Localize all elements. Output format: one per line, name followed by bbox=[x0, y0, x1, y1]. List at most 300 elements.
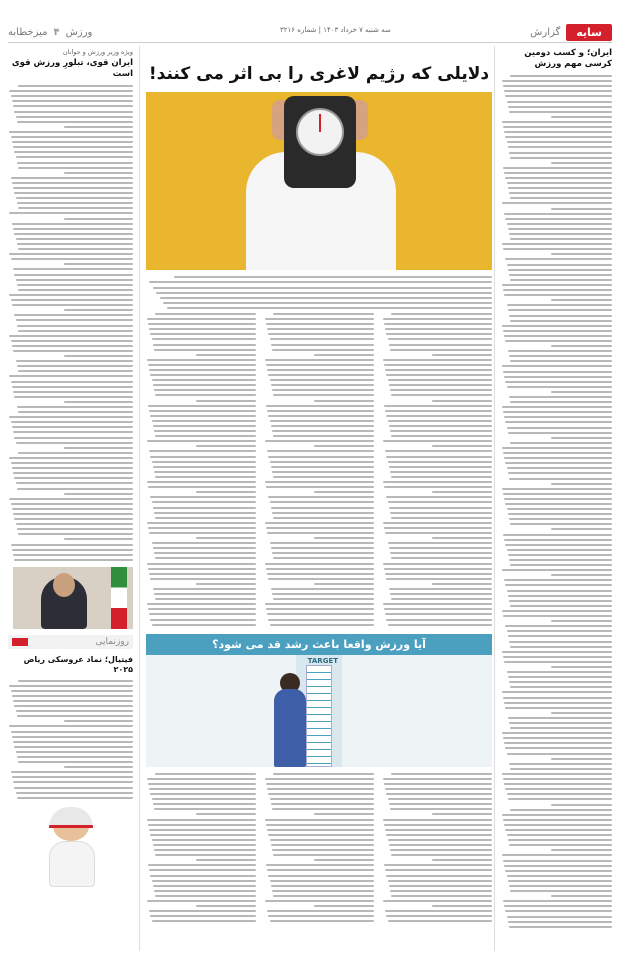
text-line bbox=[391, 773, 492, 775]
text-line bbox=[551, 804, 612, 806]
text-line bbox=[154, 808, 256, 810]
text-line bbox=[167, 307, 492, 309]
text-line bbox=[14, 746, 133, 748]
text-line bbox=[386, 374, 492, 376]
text-line bbox=[385, 613, 492, 615]
text-line bbox=[273, 557, 374, 559]
text-line bbox=[155, 854, 256, 856]
text-line bbox=[507, 834, 612, 836]
second-column-3 bbox=[146, 773, 256, 923]
text-line bbox=[386, 578, 492, 580]
text-line bbox=[509, 885, 612, 887]
text-line bbox=[502, 488, 612, 490]
text-line bbox=[385, 829, 492, 831]
text-line bbox=[505, 95, 612, 97]
text-line bbox=[510, 75, 612, 77]
text-line bbox=[384, 568, 492, 570]
text-line bbox=[152, 920, 257, 922]
text-line bbox=[9, 212, 133, 214]
mascot-illustration bbox=[41, 807, 101, 887]
text-line bbox=[9, 416, 133, 418]
text-line bbox=[64, 401, 133, 403]
text-line bbox=[14, 192, 133, 194]
text-line bbox=[314, 354, 375, 356]
text-line bbox=[384, 323, 492, 325]
text-line bbox=[155, 773, 256, 775]
text-line bbox=[266, 323, 374, 325]
text-line bbox=[148, 783, 256, 785]
text-line bbox=[391, 517, 492, 519]
text-line bbox=[16, 360, 134, 362]
text-line bbox=[389, 547, 492, 549]
text-line bbox=[14, 274, 133, 276]
text-line bbox=[551, 162, 612, 164]
text-line bbox=[148, 364, 256, 366]
article-column-1 bbox=[382, 313, 492, 626]
text-line bbox=[11, 771, 134, 773]
text-line bbox=[268, 496, 374, 498]
text-line bbox=[504, 579, 612, 581]
text-line bbox=[386, 793, 492, 795]
text-line bbox=[504, 539, 612, 541]
text-line bbox=[510, 727, 612, 729]
text-line bbox=[508, 635, 612, 637]
text-line bbox=[9, 90, 133, 92]
text-line bbox=[267, 573, 374, 575]
text-line bbox=[503, 737, 612, 739]
text-line bbox=[386, 875, 492, 877]
text-line bbox=[273, 895, 374, 897]
text-line bbox=[155, 517, 256, 519]
text-line bbox=[11, 421, 134, 423]
text-line bbox=[271, 844, 374, 846]
text-line bbox=[510, 320, 612, 322]
text-line bbox=[314, 491, 375, 493]
text-line bbox=[391, 394, 492, 396]
text-line bbox=[505, 421, 612, 423]
text-line bbox=[13, 268, 133, 270]
text-line bbox=[155, 895, 256, 897]
text-line bbox=[390, 349, 492, 351]
text-line bbox=[16, 751, 134, 753]
text-line bbox=[432, 400, 493, 402]
text-line bbox=[388, 379, 493, 381]
text-line bbox=[9, 253, 133, 255]
text-line bbox=[390, 593, 492, 595]
text-line bbox=[18, 452, 133, 454]
text-line bbox=[508, 676, 612, 678]
text-line bbox=[386, 456, 492, 458]
text-line bbox=[64, 309, 133, 311]
text-line bbox=[18, 761, 133, 763]
text-line bbox=[152, 501, 257, 503]
text-line bbox=[265, 563, 374, 565]
text-line bbox=[551, 345, 612, 347]
text-line bbox=[266, 783, 374, 785]
text-line bbox=[266, 568, 374, 570]
minister-photo bbox=[13, 567, 133, 629]
right-article-title[interactable]: ایران؛ و کسب دومین کرسی مهم ورزش bbox=[524, 48, 612, 70]
text-line bbox=[268, 333, 374, 335]
text-line bbox=[12, 549, 133, 551]
masthead-left bbox=[8, 27, 92, 38]
text-line bbox=[502, 80, 612, 82]
text-line bbox=[11, 381, 134, 383]
text-line bbox=[155, 557, 256, 559]
text-line bbox=[551, 849, 612, 851]
text-line bbox=[504, 702, 612, 704]
text-line bbox=[266, 364, 374, 366]
text-line bbox=[503, 860, 612, 862]
text-line bbox=[551, 620, 612, 622]
text-line bbox=[388, 839, 493, 841]
text-line bbox=[505, 747, 612, 749]
text-line bbox=[18, 680, 133, 682]
page-number: ۴ bbox=[53, 26, 60, 38]
text-line bbox=[9, 375, 133, 377]
text-line bbox=[13, 105, 133, 107]
text-line bbox=[271, 547, 374, 549]
text-line bbox=[508, 228, 612, 230]
text-line bbox=[502, 202, 612, 204]
text-line bbox=[265, 522, 374, 524]
text-line bbox=[391, 476, 492, 478]
text-line bbox=[17, 715, 133, 717]
iran-flag-icon bbox=[111, 567, 127, 629]
text-line bbox=[270, 338, 375, 340]
text-line bbox=[384, 405, 492, 407]
text-line bbox=[509, 600, 612, 602]
text-line bbox=[268, 415, 374, 417]
text-line bbox=[388, 920, 493, 922]
text-line bbox=[509, 681, 612, 683]
text-line bbox=[272, 430, 374, 432]
text-line bbox=[272, 349, 374, 351]
text-line bbox=[196, 859, 257, 861]
text-line bbox=[147, 440, 256, 442]
text-line bbox=[509, 559, 612, 561]
text-line bbox=[64, 447, 133, 449]
text-line bbox=[508, 880, 612, 882]
text-line bbox=[270, 920, 375, 922]
text-line bbox=[273, 773, 374, 775]
text-line bbox=[507, 467, 612, 469]
text-line bbox=[154, 849, 256, 851]
text-line bbox=[16, 197, 134, 199]
text-line bbox=[271, 466, 374, 468]
text-line bbox=[9, 457, 133, 459]
text-line bbox=[148, 824, 256, 826]
text-line bbox=[508, 798, 612, 800]
mascot-body bbox=[49, 841, 95, 887]
text-line bbox=[388, 542, 493, 544]
text-line bbox=[510, 401, 612, 403]
hero-image bbox=[146, 92, 492, 270]
text-line bbox=[150, 915, 256, 917]
text-line bbox=[314, 813, 375, 815]
text-line bbox=[268, 875, 374, 877]
text-line bbox=[154, 552, 256, 554]
text-line bbox=[508, 309, 612, 311]
text-line bbox=[507, 141, 612, 143]
text-line bbox=[12, 386, 133, 388]
text-line bbox=[503, 900, 612, 902]
text-line bbox=[268, 915, 374, 917]
text-line bbox=[509, 233, 612, 235]
text-line bbox=[12, 141, 133, 143]
text-line bbox=[17, 325, 133, 327]
text-line bbox=[14, 437, 133, 439]
text-line bbox=[272, 552, 374, 554]
text-line bbox=[154, 389, 256, 391]
text-line bbox=[153, 885, 256, 887]
newspaper-logo[interactable]: سایه bbox=[566, 24, 612, 41]
text-line bbox=[153, 384, 256, 386]
text-line bbox=[154, 349, 256, 351]
text-line bbox=[386, 496, 492, 498]
text-line bbox=[510, 890, 612, 892]
text-line bbox=[149, 410, 256, 412]
text-line bbox=[9, 685, 133, 687]
text-line bbox=[389, 425, 492, 427]
text-line bbox=[390, 512, 492, 514]
text-line bbox=[150, 496, 256, 498]
text-line bbox=[12, 100, 133, 102]
scale-needle bbox=[319, 114, 321, 132]
text-line bbox=[503, 167, 612, 169]
text-line bbox=[503, 126, 612, 128]
text-line bbox=[16, 482, 134, 484]
text-line bbox=[265, 778, 374, 780]
right-article-body bbox=[501, 75, 612, 928]
text-line bbox=[154, 430, 256, 432]
text-line bbox=[11, 340, 134, 342]
text-line bbox=[11, 544, 134, 546]
text-line bbox=[504, 905, 612, 907]
text-line bbox=[11, 177, 134, 179]
text-line bbox=[503, 371, 612, 373]
text-line bbox=[266, 608, 374, 610]
text-line bbox=[507, 264, 612, 266]
text-line bbox=[509, 315, 612, 317]
text-line bbox=[64, 126, 133, 128]
text-line bbox=[383, 819, 492, 821]
left-kicker: ویژه وزیر ورزش و جوانان bbox=[62, 48, 133, 56]
text-line bbox=[17, 121, 133, 123]
text-line bbox=[390, 471, 492, 473]
text-line bbox=[9, 725, 133, 727]
text-line bbox=[265, 819, 374, 821]
section-label-report: گزارش bbox=[530, 26, 561, 38]
text-line bbox=[14, 111, 133, 113]
text-line bbox=[383, 563, 492, 565]
text-line bbox=[267, 869, 374, 871]
text-line bbox=[502, 610, 612, 612]
text-line bbox=[196, 813, 257, 815]
text-line bbox=[17, 243, 133, 245]
text-line bbox=[510, 809, 612, 811]
text-line bbox=[503, 452, 612, 454]
text-line bbox=[155, 313, 256, 315]
text-line bbox=[504, 865, 612, 867]
text-line bbox=[503, 778, 612, 780]
text-line bbox=[507, 549, 612, 551]
main-headline[interactable]: دلایلی که رژیم لاغری را بی اثر می کنند! bbox=[148, 64, 490, 84]
text-line bbox=[148, 486, 256, 488]
second-headline[interactable]: آیا ورزش واقعا باعث رشد قد می شود؟ bbox=[146, 634, 492, 655]
text-line bbox=[388, 880, 493, 882]
text-line bbox=[504, 131, 612, 133]
text-line bbox=[270, 624, 375, 626]
text-line bbox=[273, 394, 374, 396]
text-line bbox=[391, 313, 492, 315]
text-line bbox=[389, 507, 492, 509]
text-line bbox=[18, 167, 133, 169]
text-line bbox=[11, 731, 134, 733]
person-face bbox=[53, 573, 75, 597]
text-line bbox=[13, 228, 133, 230]
text-line bbox=[503, 85, 612, 87]
text-line bbox=[503, 819, 612, 821]
text-line bbox=[502, 406, 612, 408]
text-line bbox=[551, 391, 612, 393]
text-line bbox=[508, 432, 612, 434]
text-line bbox=[384, 364, 492, 366]
left-article2-title[interactable]: فیتیال؛ نماد عروسکی ریاض ۲۰۲۵ bbox=[23, 654, 133, 675]
text-line bbox=[503, 697, 612, 699]
text-line bbox=[504, 172, 612, 174]
text-line bbox=[391, 854, 492, 856]
text-line bbox=[551, 528, 612, 530]
text-line bbox=[64, 493, 133, 495]
text-line bbox=[508, 187, 612, 189]
text-line bbox=[267, 410, 374, 412]
text-line bbox=[504, 783, 612, 785]
text-line bbox=[389, 344, 492, 346]
text-line bbox=[508, 269, 612, 271]
text-line bbox=[154, 512, 256, 514]
text-line bbox=[147, 522, 256, 524]
text-line bbox=[432, 491, 493, 493]
text-line bbox=[148, 527, 256, 529]
text-line bbox=[390, 389, 492, 391]
text-line bbox=[505, 870, 612, 872]
text-line bbox=[153, 344, 256, 346]
text-line bbox=[150, 456, 256, 458]
text-line bbox=[510, 442, 612, 444]
text-line bbox=[507, 793, 612, 795]
text-line bbox=[17, 365, 133, 367]
text-line bbox=[384, 864, 492, 866]
main-article-columns bbox=[146, 313, 492, 626]
text-line bbox=[551, 895, 612, 897]
text-line bbox=[271, 588, 374, 590]
text-line bbox=[18, 248, 133, 250]
text-line bbox=[266, 405, 374, 407]
left-article-title[interactable]: ایران قوی، تبلورِ ورزش قوی است bbox=[11, 58, 133, 80]
text-line bbox=[505, 544, 612, 546]
text-line bbox=[314, 400, 375, 402]
text-line bbox=[270, 880, 375, 882]
text-line bbox=[432, 859, 493, 861]
text-line bbox=[11, 95, 134, 97]
text-line bbox=[389, 588, 492, 590]
text-line bbox=[152, 839, 257, 841]
text-line bbox=[163, 302, 492, 304]
text-line bbox=[504, 90, 612, 92]
text-line bbox=[503, 656, 612, 658]
text-line bbox=[508, 350, 612, 352]
text-line bbox=[13, 513, 133, 515]
text-line bbox=[432, 813, 493, 815]
text-line bbox=[509, 722, 612, 724]
text-line bbox=[152, 379, 257, 381]
text-line bbox=[154, 471, 256, 473]
text-line bbox=[153, 425, 256, 427]
text-line bbox=[17, 406, 133, 408]
text-line bbox=[196, 905, 257, 907]
text-line bbox=[270, 839, 375, 841]
text-line bbox=[147, 819, 256, 821]
text-line bbox=[149, 573, 256, 575]
text-line bbox=[390, 890, 492, 892]
text-line bbox=[509, 763, 612, 765]
text-line bbox=[507, 304, 612, 306]
text-line bbox=[152, 461, 257, 463]
text-line bbox=[503, 330, 612, 332]
mascot-headscarf bbox=[49, 807, 93, 828]
text-line bbox=[509, 478, 612, 480]
text-line bbox=[149, 369, 256, 371]
text-line bbox=[551, 437, 612, 439]
text-line bbox=[510, 197, 612, 199]
left-column bbox=[8, 46, 140, 951]
text-line bbox=[147, 563, 256, 565]
text-line bbox=[314, 537, 375, 539]
text-line bbox=[502, 243, 612, 245]
text-line bbox=[17, 284, 133, 286]
text-line bbox=[13, 781, 133, 783]
text-line bbox=[149, 788, 256, 790]
text-line bbox=[509, 518, 612, 520]
text-line bbox=[14, 396, 133, 398]
text-line bbox=[64, 263, 133, 265]
text-line bbox=[432, 445, 493, 447]
text-line bbox=[391, 435, 492, 437]
text-line bbox=[267, 369, 374, 371]
text-line bbox=[507, 427, 612, 429]
text-line bbox=[384, 824, 492, 826]
text-line bbox=[388, 624, 493, 626]
text-line bbox=[391, 598, 492, 600]
second-column-2 bbox=[264, 773, 374, 923]
text-line bbox=[266, 486, 374, 488]
text-line bbox=[12, 736, 133, 738]
text-line bbox=[64, 538, 133, 540]
text-line bbox=[510, 523, 612, 525]
text-line bbox=[155, 598, 256, 600]
text-line bbox=[505, 258, 612, 260]
text-line bbox=[505, 340, 612, 342]
text-line bbox=[14, 233, 133, 235]
text-line bbox=[152, 420, 257, 422]
text-line bbox=[273, 313, 374, 315]
text-line bbox=[505, 625, 612, 627]
text-line bbox=[14, 477, 133, 479]
issue-info: سه شنبه ۷ خرداد ۱۴۰۳ | شماره ۳۲۱۶ bbox=[280, 26, 391, 34]
text-line bbox=[18, 330, 133, 332]
text-line bbox=[196, 400, 257, 402]
